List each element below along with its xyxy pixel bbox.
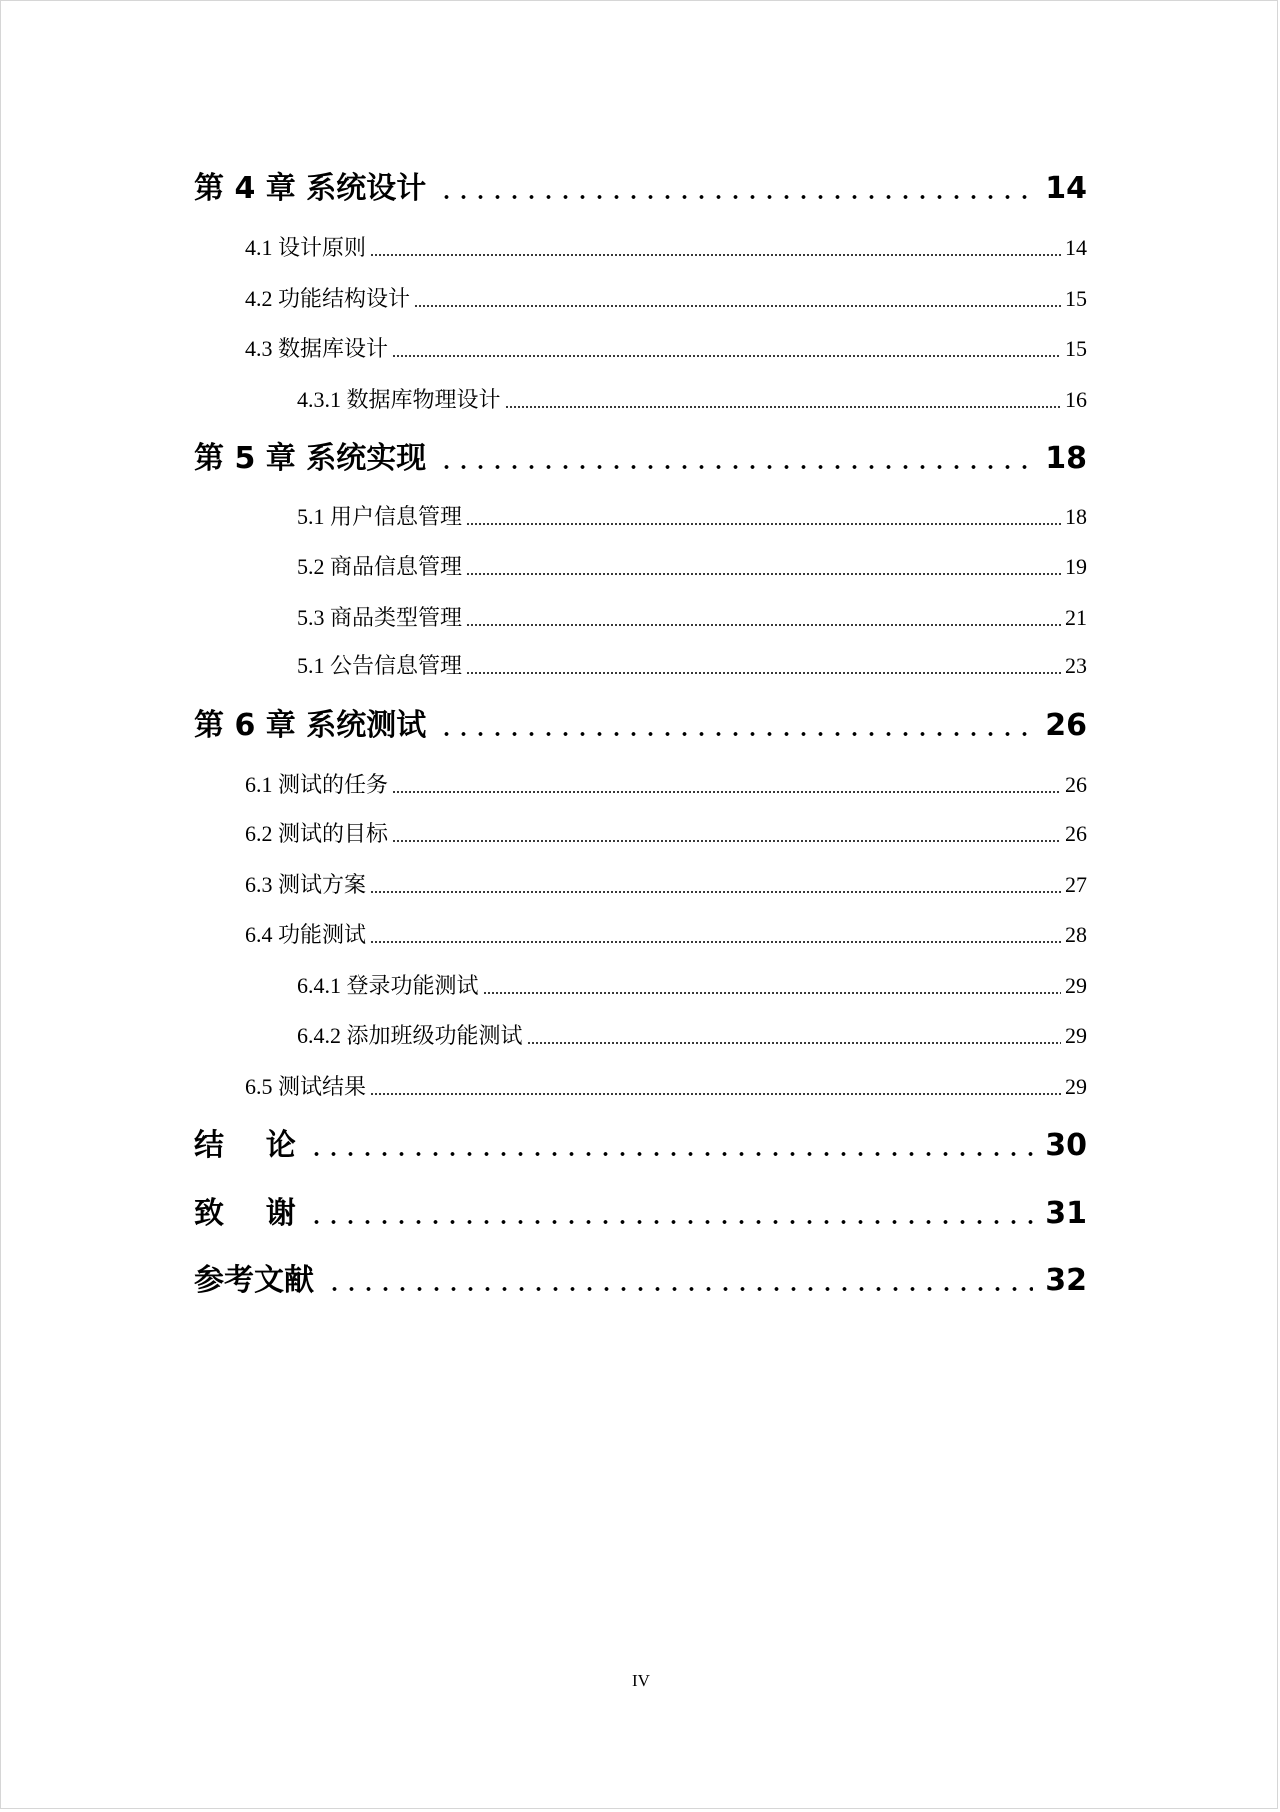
toc-section-6-1[interactable] bbox=[245, 770, 1087, 800]
toc-section-4-2[interactable] bbox=[245, 284, 1087, 314]
toc-section-4-3[interactable] bbox=[245, 334, 1087, 364]
dot-leader bbox=[466, 624, 1061, 626]
toc-section-5-3[interactable] bbox=[297, 603, 1087, 633]
dot-leader bbox=[438, 195, 1033, 199]
toc-entry-title: 4.1 设计原则 bbox=[245, 235, 367, 260]
toc-entry-page: 26 bbox=[1045, 708, 1087, 743]
toc-entry-page: 19 bbox=[1065, 554, 1087, 579]
toc-section-5-2[interactable] bbox=[297, 552, 1087, 582]
dot-leader bbox=[370, 1093, 1061, 1095]
toc-entry-title: 6.2 测试的目标 bbox=[245, 821, 389, 846]
dot-leader bbox=[326, 1287, 1033, 1291]
toc-references[interactable] bbox=[194, 1263, 1087, 1299]
toc-entry-title: 第 6 章 系统测试 bbox=[194, 708, 427, 743]
dot-leader bbox=[466, 573, 1061, 575]
toc-section-6-4[interactable] bbox=[245, 920, 1087, 950]
toc-entry-page: 26 bbox=[1065, 772, 1087, 797]
dot-leader bbox=[308, 1152, 1033, 1156]
dot-leader bbox=[466, 523, 1061, 525]
page-number: IV bbox=[632, 1671, 650, 1690]
toc-acknowledgements[interactable] bbox=[194, 1196, 1087, 1232]
toc-entry-page: 15 bbox=[1065, 286, 1087, 311]
toc-entry-title: 参考文献 bbox=[194, 1263, 314, 1298]
toc-entry-title: 6.3 测试方案 bbox=[245, 872, 367, 897]
table-of-contents bbox=[1, 1, 1280, 1812]
toc-entry-page: 21 bbox=[1065, 605, 1087, 630]
toc-section-6-4-1[interactable] bbox=[297, 971, 1087, 1001]
toc-entry-page: 29 bbox=[1065, 1023, 1087, 1048]
toc-entry-page: 30 bbox=[1045, 1128, 1087, 1163]
toc-section-6-2[interactable] bbox=[245, 819, 1087, 849]
toc-entry-page: 15 bbox=[1065, 336, 1087, 361]
toc-entry-page: 29 bbox=[1065, 1074, 1087, 1099]
toc-entry-title: 4.3 数据库设计 bbox=[245, 336, 389, 361]
toc-entry-title: 6.1 测试的任务 bbox=[245, 772, 389, 797]
dot-leader bbox=[505, 406, 1061, 408]
toc-section-5-1[interactable] bbox=[297, 502, 1087, 532]
dot-leader bbox=[466, 672, 1061, 674]
toc-entry-title: 第 5 章 系统实现 bbox=[194, 441, 427, 476]
toc-section-4-3-1[interactable] bbox=[297, 385, 1087, 415]
toc-entry-title: 结 论 bbox=[194, 1128, 296, 1163]
dot-leader bbox=[414, 305, 1061, 307]
toc-entry-title: 5.1 公告信息管理 bbox=[297, 653, 463, 678]
dot-leader bbox=[392, 791, 1061, 793]
toc-entry-page: 18 bbox=[1045, 441, 1087, 476]
toc-section-6-5[interactable] bbox=[245, 1072, 1087, 1102]
toc-entry-title: 6.4 功能测试 bbox=[245, 922, 367, 947]
dot-leader bbox=[392, 355, 1061, 357]
toc-entry-page: 32 bbox=[1045, 1263, 1087, 1298]
toc-entry-title: 6.4.2 添加班级功能测试 bbox=[297, 1023, 523, 1048]
toc-section-6-3[interactable] bbox=[245, 870, 1087, 900]
toc-entry-title: 6.5 测试结果 bbox=[245, 1074, 367, 1099]
toc-chapter-6[interactable] bbox=[194, 708, 1087, 744]
dot-leader bbox=[308, 1220, 1033, 1224]
toc-entry-title: 6.4.1 登录功能测试 bbox=[297, 973, 479, 998]
toc-entry-page: 23 bbox=[1065, 653, 1087, 678]
toc-entry-title: 第 4 章 系统设计 bbox=[194, 171, 427, 206]
toc-chapter-4[interactable] bbox=[194, 171, 1087, 207]
toc-entry-page: 26 bbox=[1065, 821, 1087, 846]
toc-entry-page: 14 bbox=[1065, 235, 1087, 260]
toc-entry-title: 5.2 商品信息管理 bbox=[297, 554, 463, 579]
toc-conclusion[interactable] bbox=[194, 1128, 1087, 1164]
toc-section-6-4-2[interactable] bbox=[297, 1021, 1087, 1051]
toc-entry-page: 29 bbox=[1065, 973, 1087, 998]
toc-entry-page: 16 bbox=[1065, 387, 1087, 412]
dot-leader bbox=[370, 941, 1061, 943]
toc-chapter-5[interactable] bbox=[194, 441, 1087, 477]
toc-entry-title: 致 谢 bbox=[194, 1196, 296, 1231]
toc-entry-title: 5.1 用户信息管理 bbox=[297, 504, 463, 529]
toc-entry-title: 4.2 功能结构设计 bbox=[245, 286, 411, 311]
toc-entry-page: 31 bbox=[1045, 1196, 1087, 1231]
toc-section-4-1[interactable] bbox=[245, 233, 1087, 263]
dot-leader bbox=[438, 732, 1033, 736]
toc-section-5-4[interactable] bbox=[297, 651, 1087, 681]
dot-leader bbox=[392, 840, 1061, 842]
toc-entry-title: 5.3 商品类型管理 bbox=[297, 605, 463, 630]
dot-leader bbox=[370, 254, 1061, 256]
toc-entry-page: 14 bbox=[1045, 171, 1087, 206]
dot-leader bbox=[438, 465, 1033, 469]
dot-leader bbox=[370, 891, 1061, 893]
dot-leader bbox=[483, 992, 1061, 994]
toc-entry-page: 27 bbox=[1065, 872, 1087, 897]
toc-entry-title: 4.3.1 数据库物理设计 bbox=[297, 387, 501, 412]
dot-leader bbox=[527, 1042, 1061, 1044]
toc-entry-page: 28 bbox=[1065, 922, 1087, 947]
toc-entry-page: 18 bbox=[1065, 504, 1087, 529]
